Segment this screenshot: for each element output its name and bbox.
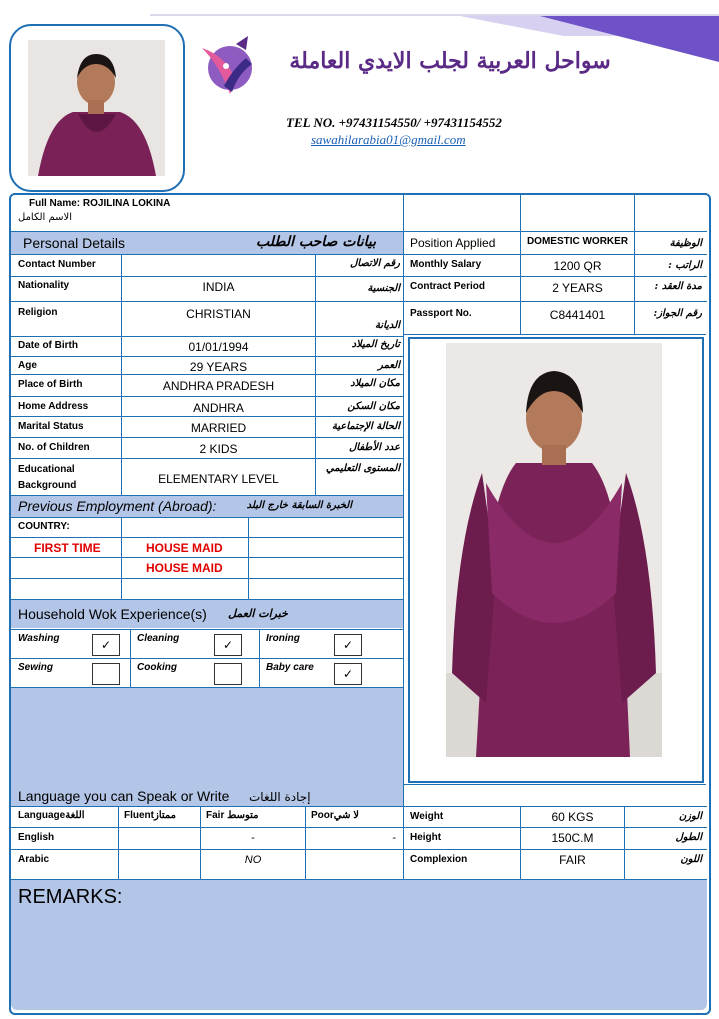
skill-label: Ironing	[266, 633, 300, 644]
position-label-ar: الراتب :	[668, 260, 702, 271]
position-value: DOMESTIC WORKER	[526, 236, 629, 247]
physical-value: FAIR	[559, 853, 586, 867]
row-value: 2 KIDS	[199, 442, 238, 456]
language-header: Poorلا شي	[311, 810, 359, 821]
position-label-ar: الوظيفة	[669, 238, 702, 249]
row-label: Religion	[18, 307, 58, 318]
position-label: Passport No.	[410, 308, 472, 319]
household-title: Household Wok Experience(s)	[18, 606, 207, 622]
physical-value: 150C.M	[551, 831, 594, 845]
skill-label: Washing	[18, 633, 60, 644]
language-name: Arabic	[18, 854, 50, 865]
row-label-ar: الحالة الإجتماعية	[331, 421, 400, 432]
skill-label: Cooking	[137, 662, 177, 673]
row-label-ar: مكان الميلاد	[350, 378, 400, 389]
company-logo-icon	[196, 30, 264, 102]
job-entry: HOUSE MAID	[146, 561, 223, 575]
full-name-label: Full Name: ROJILINA LOKINA	[29, 198, 171, 209]
job-entry: HOUSE MAID	[146, 541, 223, 555]
row-label: Nationality	[18, 280, 70, 291]
row-label: Place of Birth	[18, 379, 83, 390]
household-blank-area	[11, 688, 403, 784]
employment-title: Previous Employment (Abroad):	[18, 498, 217, 514]
position-value: 2 YEARS	[552, 281, 603, 295]
row-value: 29 YEARS	[189, 360, 248, 374]
physical-label-ar: اللون	[680, 854, 702, 865]
language-header: Fair متوسط	[206, 810, 259, 821]
row-label-ar: العمر	[378, 360, 400, 371]
language-name: English	[18, 832, 55, 843]
language-poor: -	[392, 832, 396, 844]
skill-label: Cleaning	[137, 633, 180, 644]
row-label-ar: تاريخ الميلاد	[351, 339, 400, 350]
language-title-ar: إجادة اللغات	[249, 790, 311, 804]
row-value: 01/01/1994	[188, 340, 249, 354]
ironing-checkbox[interactable]: ✓	[334, 634, 362, 656]
position-label: Contract Period	[410, 281, 486, 292]
row-label: Contact Number	[18, 259, 96, 270]
row-label-ar: رقم الاتصال	[350, 258, 400, 269]
physical-value: 60 KGS	[551, 810, 594, 824]
row-label-ar: الديانة	[374, 320, 400, 331]
header-stripe-top	[150, 14, 719, 16]
position-label-ar: رقم الجواز:	[653, 308, 702, 319]
row-value: MARRIED	[190, 421, 247, 435]
row-label: Educational	[18, 464, 75, 475]
row-label: Marital Status	[18, 421, 84, 432]
cooking-checkbox[interactable]	[214, 663, 242, 685]
employment-title-ar: الخبرة السابقة خارج البلد	[246, 500, 352, 511]
row-label: Home Address	[18, 401, 89, 412]
header-telephone: TEL NO. +97431154550/ +97431154552	[286, 115, 502, 130]
physical-label: Complexion	[410, 854, 468, 865]
cleaning-checkbox[interactable]: ✓	[214, 634, 242, 656]
language-fair: NO	[244, 854, 262, 866]
language-fair: -	[251, 832, 255, 844]
remarks-label: REMARKS:	[18, 886, 123, 908]
language-header: Fluentممتاز	[124, 810, 177, 821]
country-label: COUNTRY:	[18, 521, 70, 532]
small-photo	[28, 40, 165, 176]
position-label: Monthly Salary	[410, 259, 482, 270]
household-title-ar: خبرات العمل	[228, 607, 288, 620]
position-value: C8441401	[549, 308, 606, 322]
personal-details-title: Personal Details	[23, 235, 125, 251]
person-photo-large-icon	[446, 343, 662, 757]
row-label-ar: الجنسية	[367, 283, 400, 294]
skill-label: Sewing	[18, 662, 54, 673]
row-value: INDIA	[202, 280, 235, 294]
personal-details-title-ar: بيانات صاحب الطلب	[255, 234, 376, 250]
row-value: ANDHRA	[193, 401, 244, 415]
physical-label: Weight	[410, 811, 444, 822]
row-label: Date of Birth	[18, 340, 78, 351]
row-label-ar: مكان السكن	[347, 401, 400, 412]
company-name-arabic: سواحل العربية لجلب الايدي العاملة	[289, 48, 611, 74]
language-title: Language you can Speak or Write	[18, 788, 230, 804]
row-label-ar: المستوى التعليمي	[325, 463, 400, 474]
row-value: CHRISTIAN	[186, 307, 251, 321]
row-value: ELEMENTARY LEVEL	[158, 472, 279, 486]
sewing-checkbox[interactable]	[92, 663, 120, 685]
row-label-ar: عدد الأطفال	[349, 442, 400, 453]
large-photo	[446, 343, 662, 757]
language-header: Languageاللغة	[18, 810, 85, 821]
row-label: Age	[18, 360, 37, 371]
row-label-line2: Background	[18, 480, 77, 491]
position-label: Position Applied	[410, 236, 496, 250]
physical-label: Height	[410, 832, 442, 843]
person-photo-small-icon	[28, 40, 165, 176]
position-label-ar: مدة العقد :	[654, 281, 702, 292]
baby-care-checkbox[interactable]: ✓	[334, 663, 362, 685]
first-time-label: FIRST TIME	[34, 541, 101, 555]
physical-label-ar: الطول	[675, 832, 702, 843]
skill-label: Baby care	[266, 662, 314, 673]
header-email-link[interactable]: sawahilarabia01@gmail.com	[311, 132, 466, 147]
washing-checkbox[interactable]: ✓	[92, 634, 120, 656]
position-value: 1200 QR	[553, 259, 602, 273]
physical-label-ar: الوزن	[678, 811, 702, 822]
full-name-label-ar: الاسم الكامل	[18, 212, 73, 223]
row-value: ANDHRA PRADESH	[162, 379, 275, 393]
row-label: No. of Children	[18, 442, 90, 453]
